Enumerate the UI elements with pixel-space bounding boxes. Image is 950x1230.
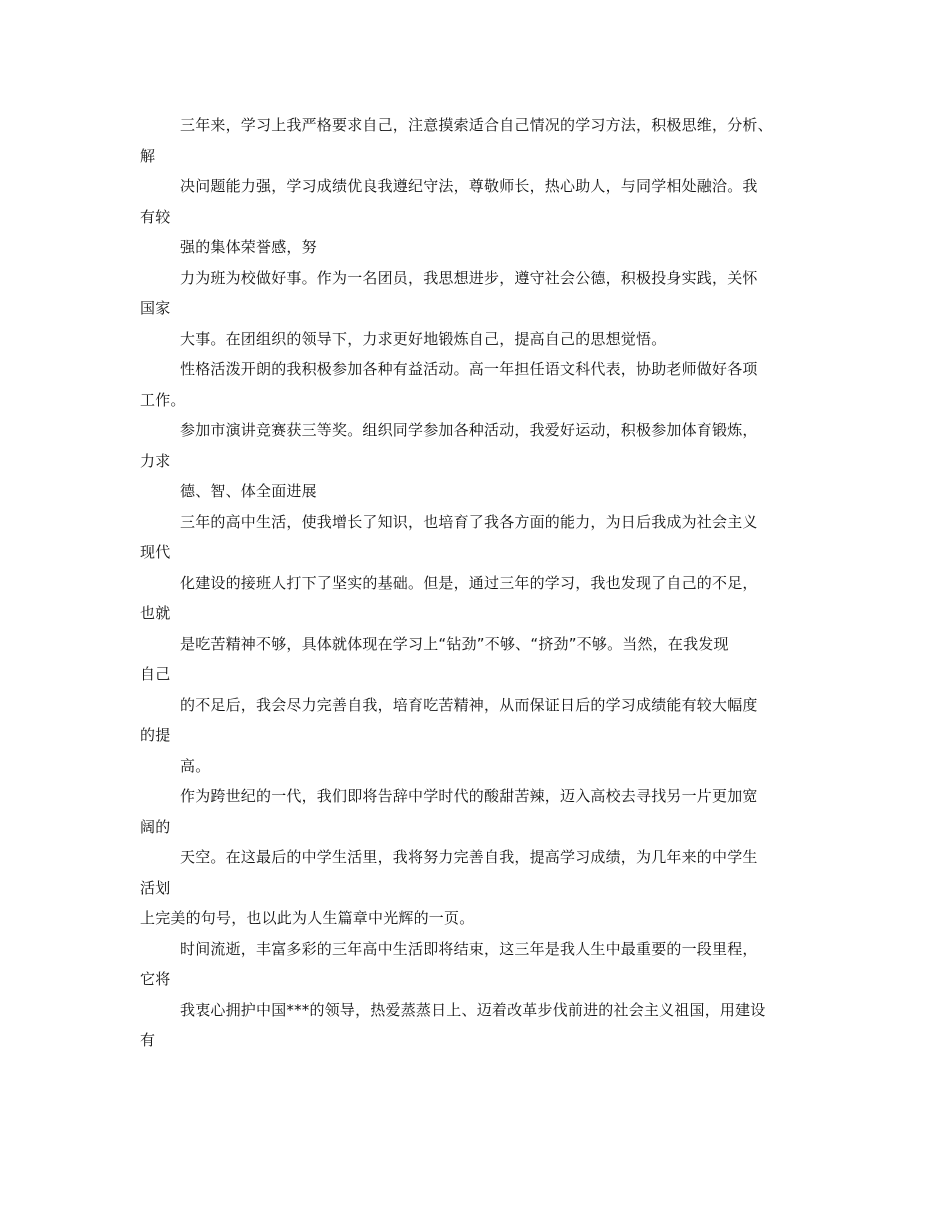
text-line: 德、智、体全面进展 <box>180 482 317 500</box>
text-line: 有 <box>140 1031 156 1049</box>
text-line: 有较 <box>140 207 171 226</box>
text-line: 三年的高中生活，使我增长了知识，也培育了我各方面的能力，为日后我成为社会主义 <box>180 512 758 531</box>
text-line: 力求 <box>140 451 171 470</box>
text-line: 天空。在这最后的中学生活里，我将努力完善自我，提高学习成绩，为几年来的中学生 <box>180 848 758 866</box>
text-line: 国家 <box>140 299 171 317</box>
document-body <box>140 110 820 1056</box>
text-line: 工作。 <box>140 390 186 409</box>
text-line: 上完美的句号，也以此为人生篇章中光辉的一页。 <box>140 909 475 927</box>
text-line: 强的集体荣誉感，努 <box>180 238 317 256</box>
text-line: 也就 <box>140 604 171 622</box>
text-line: 是吃苦精神不够，具体就体现在学习上“钻劲”不够、“挤劲”不够。当然，在我发现 <box>180 634 729 653</box>
text-line: 的提 <box>140 726 171 744</box>
text-line: 阔的 <box>140 817 171 836</box>
text-line: 大事。在团组织的领导下，力求更好地锻炼自己，提高自己的思想觉悟。 <box>180 329 667 348</box>
text-line: 自己 <box>140 665 171 683</box>
text-line: 活划 <box>140 878 171 897</box>
text-line: 化建设的接班人打下了坚实的基础。但是，通过三年的学习，我也发现了自己的不足， <box>180 573 758 592</box>
text-line: 力为班为校做好事。作为一名团员，我思想进步，遵守社会公德，积极投身实践，关怀 <box>180 268 758 287</box>
text-line: 作为跨世纪的一代，我们即将告辞中学时代的酸甜苦辣，迈入高校去寻找另一片更加宽 <box>180 787 758 805</box>
text-line: 它将 <box>140 970 171 988</box>
text-line: 的不足后，我会尽力完善自我，培育吃苦精神，从而保证日后的学习成绩能有较大幅度 <box>180 695 758 714</box>
text-line: 现代 <box>140 543 171 561</box>
text-line: 时间流逝，丰富多彩的三年高中生活即将结束，这三年是我人生中最重要的一段里程， <box>180 939 758 958</box>
text-line: 高。 <box>180 756 211 775</box>
text-line: 解 <box>140 146 156 165</box>
text-line: 决问题能力强，学习成绩优良我遵纪守法，尊敬师长，热心助人，与同学相处融洽。我 <box>180 177 758 195</box>
text-line: 性格活泼开朗的我积极参加各种有益活动。高一年担任语文科代表，协助老师做好各项 <box>180 360 758 378</box>
text-line: 参加市演讲竞赛获三等奖。组织同学参加各种活动，我爱好运动，积极参加体育锻炼， <box>180 421 758 439</box>
text-line: 我衷心拥护中国***的领导，热爱蒸蒸日上、迈着改革步伐前进的社会主义祖国，用建设 <box>180 1000 766 1019</box>
text-line: 三年来，学习上我严格要求自己，注意摸索适合自己情况的学习方法，积极思维，分析、 <box>180 116 773 134</box>
